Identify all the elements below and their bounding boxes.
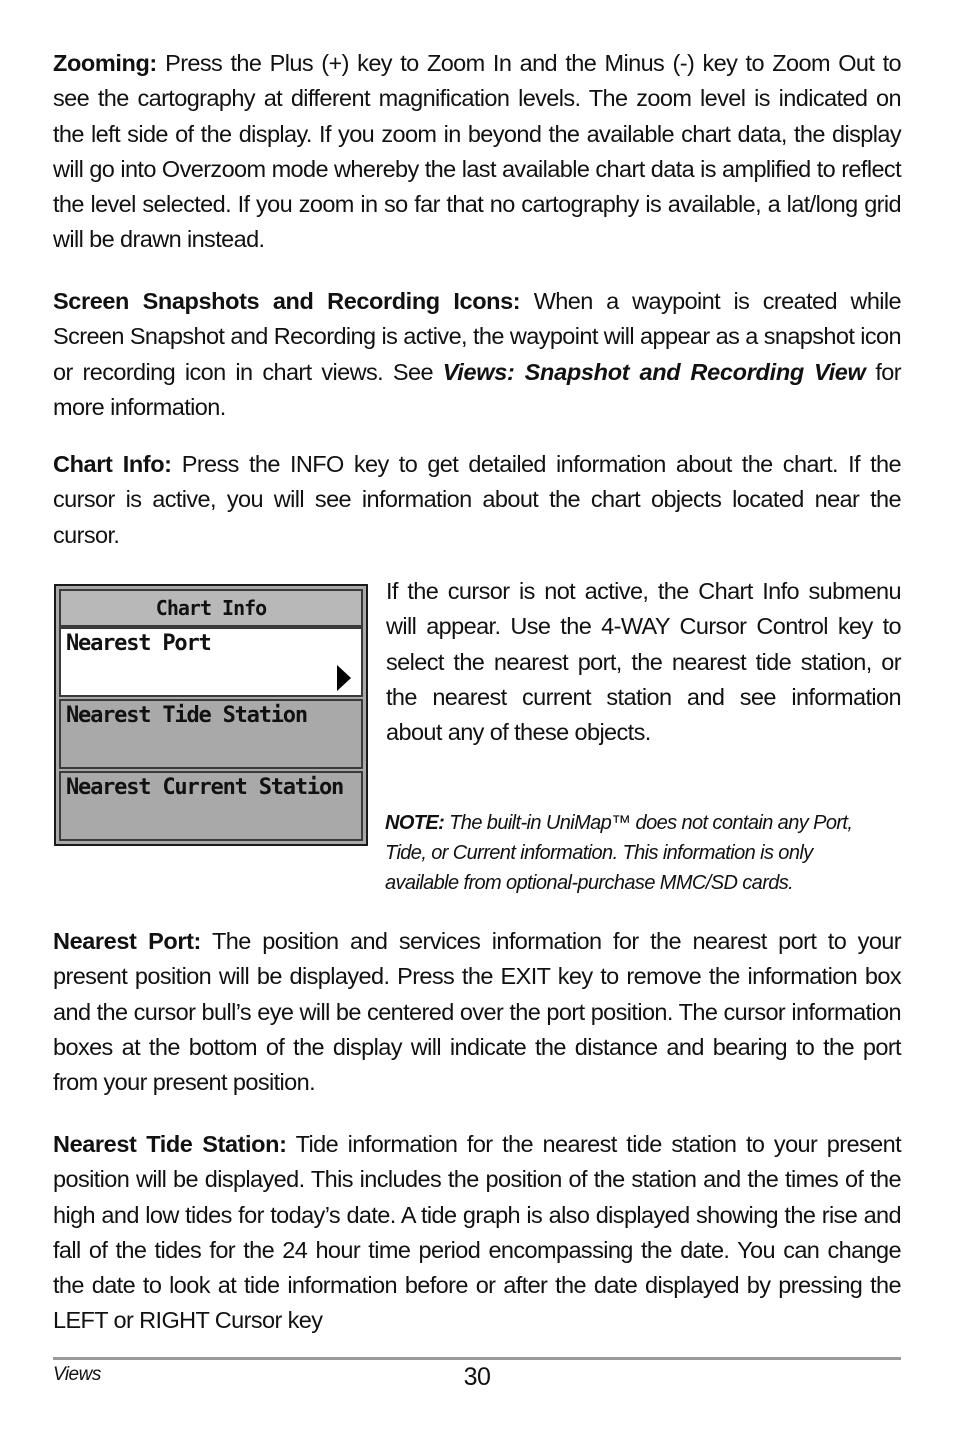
chart-info-menu — [54, 584, 368, 846]
snapshots-heading: Screen Snapshots and Recording Icons: — [53, 288, 521, 314]
zooming-heading: Zooming: — [53, 50, 157, 76]
zooming-paragraph — [53, 46, 901, 258]
snapshots-text: When a waypoint is created while Screen Snapshot and Recording is active, the waypoint will appear as a snapshot icon or recording icon in chart views. See — [53, 288, 901, 385]
menu-item-nearest-tide-station[interactable] — [59, 699, 363, 769]
note-text: The built-in UniMap™ does not contain any Port, Tide, or Current information. This information is only available from optional-purchase MMC/SD cards. — [385, 812, 853, 894]
menu-item-label: Nearest Current Station — [66, 775, 344, 800]
chart-info-heading: Chart Info: — [53, 451, 172, 477]
zooming-text: Press the Plus (+) key to Zoom In and the Minus (-) key to Zoom Out to see the cartography at different magnification levels. The zoom level is indicated on the left side of the display. If you zoom in beyond the available chart data, the display will go into Overzoom mode whereby the last available chart data is amplified to reflect the level selected. If you zoom in so far that no cartography is available, a lat/long grid will be drawn instead. — [53, 50, 901, 253]
note — [385, 808, 855, 898]
nearest-port-text: The position and services information for the nearest port to your present position will be displayed. Press the EXIT key to remove the information box and the cursor bull’s eye will be centered over the port position. The cursor information boxes at the bottom of the display will indicate the distance and bearing to the port from your present position. — [53, 928, 901, 1096]
nearest-port-heading: Nearest Port: — [53, 928, 201, 954]
chart-info-paragraph — [53, 447, 901, 553]
cursor-inactive-paragraph: If the cursor is not active, the Chart Info submenu will appear. Use the 4-WAY Cursor Control key to select the nearest port, the nearest tide station, or the nearest current station and see information about any of these objects. — [386, 578, 901, 746]
note-label: NOTE: — [385, 812, 445, 834]
snapshot-view-reference: Views: Snapshot and Recording View — [442, 358, 866, 385]
nearest-port-paragraph — [53, 924, 901, 1100]
arrow-right-icon — [337, 665, 351, 691]
nearest-tide-heading: Nearest Tide Station: — [53, 1131, 287, 1157]
footer-divider — [53, 1357, 901, 1360]
snapshots-text-after: for more information. — [53, 358, 901, 420]
page-number: 30 — [463, 1363, 491, 1391]
menu-item-label: Nearest Tide Station — [66, 703, 307, 728]
menu-item-nearest-current-station[interactable] — [59, 771, 363, 841]
menu-item-nearest-port[interactable] — [59, 627, 363, 697]
nearest-tide-paragraph — [53, 1127, 901, 1339]
nearest-tide-text: Tide information for the nearest tide station to your present position will be displayed. This includes the position of the station and the times of the high and low tides for today’s date. A tide graph is also displayed showing the rise and fall of the tides for the 24 hour time period encompassing the date. You can change the date to look at tide information before or after the date displayed by pressing the LEFT or RIGHT Cursor key — [53, 1131, 901, 1334]
menu-item-label: Nearest Port — [66, 631, 211, 656]
menu-title: Chart Info — [59, 589, 363, 627]
chart-info-text: Press the INFO key to get detailed information about the chart. If the cursor is active, you will see information about the chart objects located near the cursor. — [53, 451, 901, 548]
footer-section-label: Views — [53, 1364, 101, 1385]
snapshots-paragraph — [53, 284, 901, 425]
